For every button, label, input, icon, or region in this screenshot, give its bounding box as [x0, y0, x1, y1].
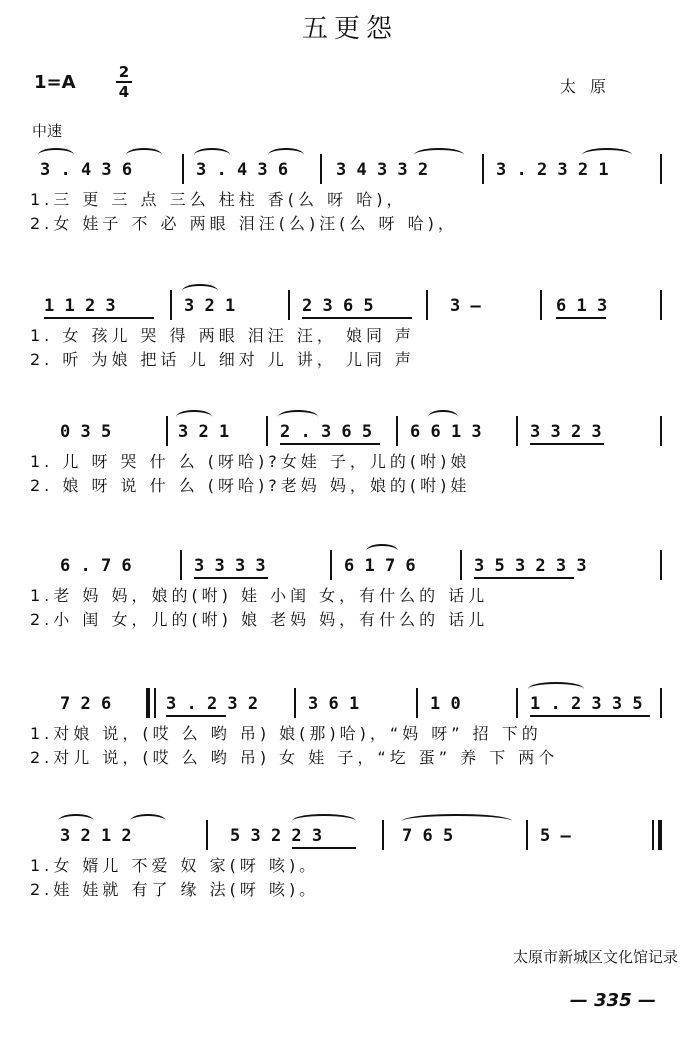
barline	[330, 550, 332, 580]
barline	[482, 154, 484, 184]
measure: 0 3 5	[60, 422, 112, 442]
measure: 6 1 3	[556, 296, 608, 316]
lyric-verse-2: 2. 娘 呀 说 什 么 (呀哈)?老妈 妈，娘的(咐)娃	[30, 476, 471, 495]
notation-line	[30, 284, 670, 324]
notation-line	[30, 410, 670, 450]
measure: 6 6 1 3	[410, 422, 482, 442]
slur	[58, 814, 94, 828]
barline	[660, 416, 662, 446]
barline	[426, 290, 428, 320]
measure: 3 2 1	[184, 296, 236, 316]
measure: 3 6 1	[308, 694, 360, 714]
barline	[396, 416, 398, 446]
measure: 3 3 3 3	[194, 556, 266, 576]
barline	[660, 154, 662, 184]
measure: 3 . 2 3 2 1	[496, 160, 609, 180]
barline	[154, 688, 156, 718]
page-number: — 335 —	[569, 990, 656, 1011]
lyric-verse-2: 2.娃 娃就 有了 缘 法(呀 咳)。	[30, 880, 320, 899]
underline	[166, 715, 226, 717]
slur	[366, 544, 398, 558]
measure: 3 3 2 3	[530, 422, 602, 442]
music-system-4	[30, 544, 670, 632]
measure: 3 . 4 3 6	[40, 160, 133, 180]
barline	[516, 416, 518, 446]
barline	[540, 290, 542, 320]
slur	[292, 814, 356, 828]
slur	[176, 410, 212, 424]
notation-line	[30, 544, 670, 584]
slur	[182, 284, 218, 298]
lyric-verse-1: 1.女 婿儿 不爱 奴 家(呀 咳)。	[30, 856, 320, 875]
measure: 1 0	[430, 694, 461, 714]
repeat-start-barline	[146, 688, 150, 718]
barline	[416, 688, 418, 718]
measure: 5 —	[540, 826, 571, 846]
measure: 2 3 6 5	[302, 296, 374, 316]
barline	[206, 820, 208, 850]
slur	[194, 148, 230, 162]
underline	[194, 577, 268, 579]
measure: 3 —	[450, 296, 481, 316]
measure: 7 2 6	[60, 694, 112, 714]
barline	[266, 416, 268, 446]
barline	[180, 550, 182, 580]
underline	[530, 715, 650, 717]
time-signature-top: 2	[118, 63, 130, 81]
lyric-verse-1: 1.老 妈 妈，娘的(咐) 娃 小闺 女，有什么的 话儿	[30, 586, 489, 605]
slur	[414, 148, 464, 162]
underline	[292, 847, 356, 849]
underline	[530, 443, 604, 445]
lyric-verse-2: 2.对儿 说，(哎 么 哟 吊) 女 娃 子，“圪 蛋” 养 下 两个	[30, 748, 559, 767]
barline	[660, 290, 662, 320]
slur	[278, 410, 318, 424]
transcription-credit: 太原市新城区文化馆记录	[512, 948, 678, 966]
tempo-marking: 中速	[32, 122, 63, 140]
repeat-end-barline	[658, 820, 662, 850]
song-origin: 太原	[560, 77, 621, 96]
barline	[516, 688, 518, 718]
slur	[268, 148, 304, 162]
barline	[660, 550, 662, 580]
measure: 3 2 1	[178, 422, 230, 442]
barline	[460, 550, 462, 580]
music-system-6	[30, 814, 670, 902]
repeat-end-barline	[652, 820, 654, 850]
barline	[294, 688, 296, 718]
barline	[182, 154, 184, 184]
barline	[288, 290, 290, 320]
measure: 3 . 4 3 6	[196, 160, 289, 180]
music-system-5	[30, 682, 670, 770]
barline	[526, 820, 528, 850]
measure: 3 5 3 2 3 3	[474, 556, 587, 576]
time-signature	[116, 64, 132, 100]
barline	[166, 416, 168, 446]
slur	[582, 148, 632, 162]
notation-line	[30, 814, 670, 854]
measure: 1 . 2 3 3 5	[530, 694, 643, 714]
key-signature: 1=A	[34, 72, 76, 93]
lyric-verse-2: 2.女 娃子 不 必 两眼 泪汪(么)汪(么 呀 哈)，	[30, 214, 458, 233]
measure: 6 1 7 6	[344, 556, 416, 576]
slur	[528, 682, 584, 696]
measure: 3 4 3 3 2	[336, 160, 429, 180]
underline	[556, 317, 606, 319]
music-system-1	[30, 148, 670, 236]
measure: 7 6 5	[402, 826, 454, 846]
music-system-2	[30, 284, 670, 372]
slur	[130, 814, 166, 828]
underline	[302, 317, 412, 319]
measure: 5 3 2 2 3	[230, 826, 323, 846]
measure: 2 . 3 6 5	[280, 422, 373, 442]
underline	[280, 443, 380, 445]
measure: 1 1 2 3	[44, 296, 116, 316]
slur	[428, 410, 458, 424]
slur	[402, 814, 512, 828]
lyric-verse-1: 1.三 更 三 点 三么 柱柱 香(么 呀 哈)，	[30, 190, 407, 209]
lyric-verse-1: 1. 女 孩儿 哭 得 两眼 泪汪 汪， 娘同 声	[30, 326, 416, 345]
measure: 3 2 1 2	[60, 826, 132, 846]
notation-line	[30, 148, 670, 188]
lyric-verse-1: 1.对娘 说，(哎 么 哟 吊) 娘(那)哈)，“妈 呀” 招 下的	[30, 724, 542, 743]
song-title: 五更怨	[301, 14, 398, 44]
barline	[382, 820, 384, 850]
music-system-3	[30, 410, 670, 498]
barline	[170, 290, 172, 320]
barline	[660, 688, 662, 718]
slur	[38, 148, 74, 162]
measure: 3 . 2 3 2	[166, 694, 259, 714]
lyric-verse-2: 2. 听 为娘 把话 儿 细对 儿 讲， 儿同 声	[30, 350, 416, 369]
lyric-verse-1: 1. 儿 呀 哭 什 么 (呀哈)?女娃 子，儿的(咐)娘	[30, 452, 471, 471]
measure: 6 . 7 6	[60, 556, 132, 576]
barline	[320, 154, 322, 184]
notation-line	[30, 682, 670, 722]
time-signature-bottom: 4	[118, 83, 130, 101]
underline	[44, 317, 154, 319]
underline	[474, 577, 574, 579]
lyric-verse-2: 2.小 闺 女，儿的(咐) 娘 老妈 妈，有什么的 话儿	[30, 610, 489, 629]
slur	[126, 148, 162, 162]
